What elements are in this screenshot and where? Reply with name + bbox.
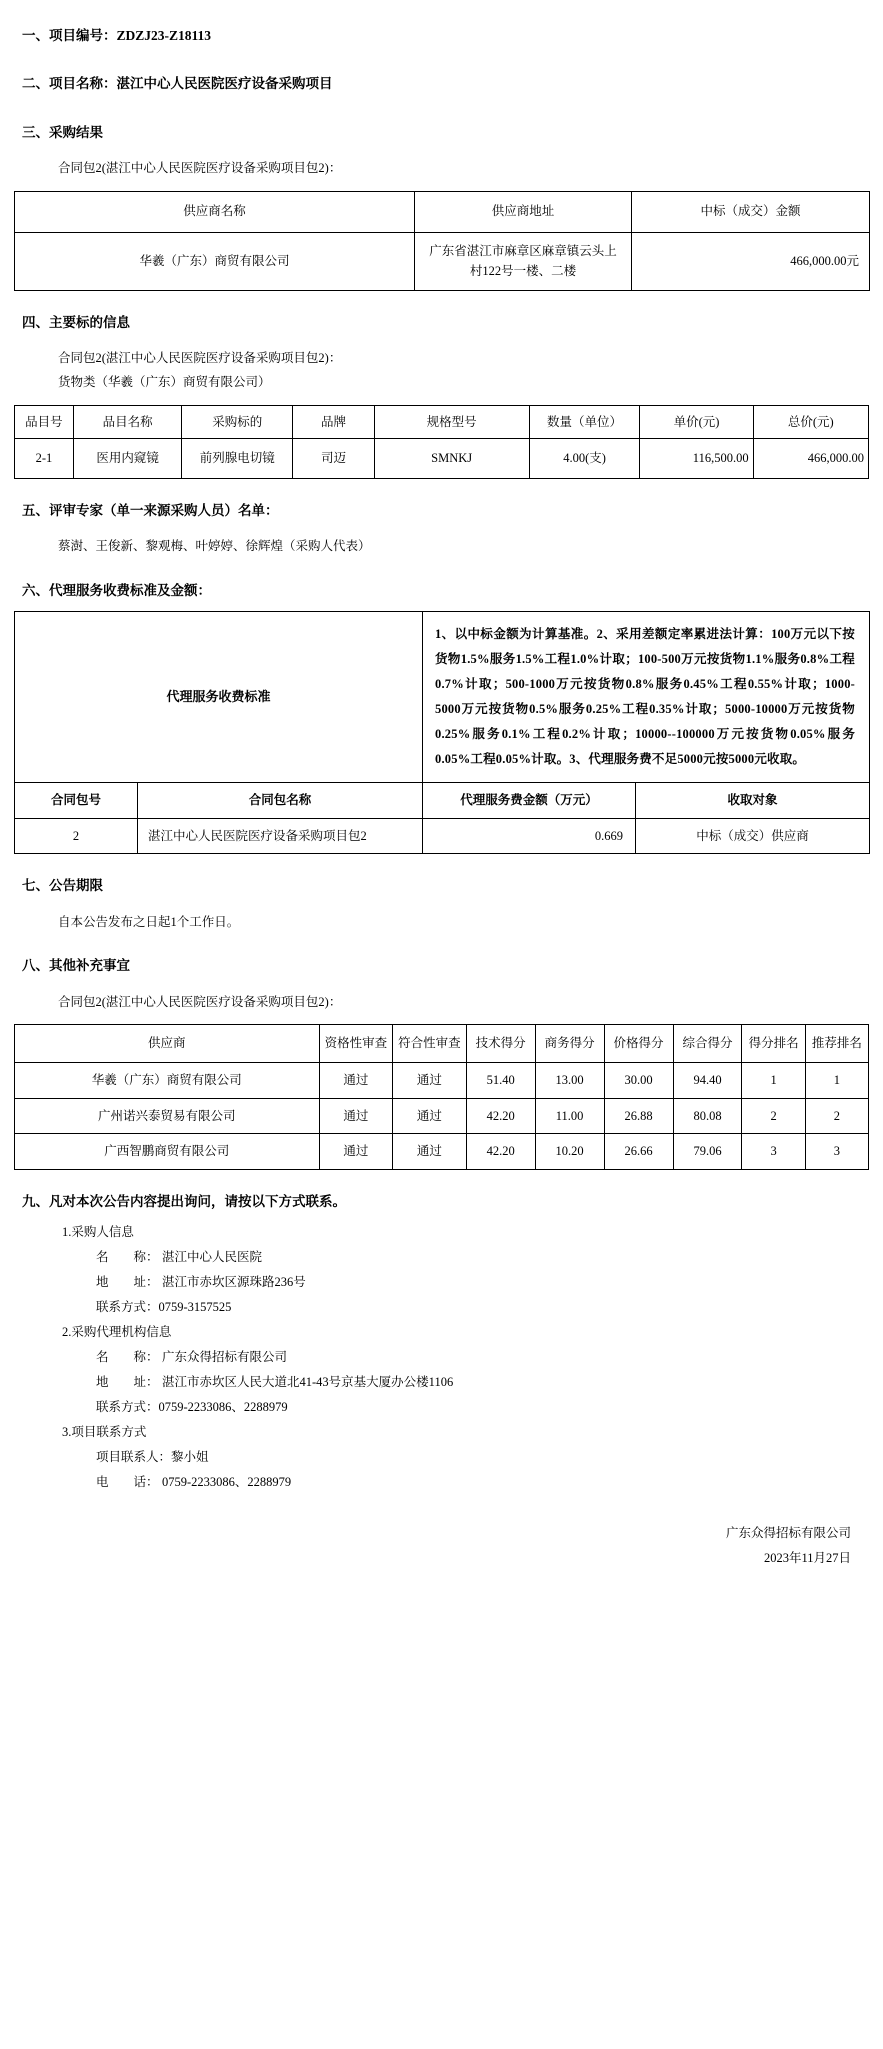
cell-score-rank: 3 (742, 1134, 805, 1170)
fee-standard-row (15, 612, 870, 783)
col-recommend-rank: 推荐排名 (805, 1025, 868, 1063)
agency-address-label: 地 址： (96, 1375, 159, 1389)
col-price-score: 价格得分 (604, 1025, 673, 1063)
project-title: 3.项目联系方式 (62, 1425, 147, 1439)
cell-model: SMNKJ (374, 439, 529, 479)
cell-fee-amount: 0.669 (423, 818, 636, 854)
agency-name-value: 广东众得招标有限公司 (162, 1350, 288, 1364)
cell-package-name: 湛江中心人民医院医疗设备采购项目包2 (138, 818, 423, 854)
cell-compliance: 通过 (393, 1062, 467, 1098)
col-technical-score: 技术得分 (466, 1025, 535, 1063)
result-package-line: 合同包2(湛江中心人民医院医疗设备采购项目包2)： (58, 160, 342, 175)
col-award-amount: 中标（成交）金额 (632, 191, 870, 232)
project-tel-label: 电 话： (96, 1475, 159, 1489)
col-unit-price: 单价(元) (640, 405, 753, 439)
col-item-no: 品目号 (15, 405, 74, 439)
section-main-items: 四、主要标的信息 (22, 314, 130, 330)
table-row (15, 1062, 869, 1098)
agency-tel-value: 0759-2233086、2288979 (158, 1400, 288, 1414)
agency-name-label: 名 称： (96, 1350, 159, 1364)
cell-score-rank: 2 (742, 1098, 805, 1134)
project-tel-row (96, 1470, 869, 1495)
cell-recommend-rank: 2 (805, 1098, 868, 1134)
col-supplier-name: 供应商名称 (15, 191, 415, 232)
purchaser-name-row (96, 1245, 869, 1270)
document-footer (14, 1521, 851, 1571)
cell-package-no: 2 (15, 818, 138, 854)
cell-business-score: 11.00 (535, 1098, 604, 1134)
agency-address-row (96, 1370, 869, 1395)
cell-technical-score: 51.40 (466, 1062, 535, 1098)
contact-block (62, 1220, 869, 1495)
col-score-rank: 得分排名 (742, 1025, 805, 1063)
cell-brand: 司迈 (293, 439, 374, 479)
col-item-name: 品目名称 (73, 405, 182, 439)
col-supplier-address: 供应商地址 (415, 191, 632, 232)
table-row (15, 818, 870, 854)
items-category-line: 货物类（华羲（广东）商贸有限公司） (58, 374, 271, 389)
cell-qualification: 通过 (319, 1134, 393, 1170)
col-qualification-review: 资格性审查 (319, 1025, 393, 1063)
purchaser-address-row (96, 1270, 869, 1295)
col-quantity: 数量（单位） (529, 405, 640, 439)
cell-compliance: 通过 (393, 1098, 467, 1134)
agency-tel-label: 联系方式： (96, 1400, 159, 1414)
table-header-row (15, 1025, 869, 1063)
result-table (14, 191, 870, 291)
footer-date: 2023年11月27日 (763, 1551, 851, 1565)
col-package-name: 合同包名称 (138, 783, 423, 819)
cell-recommend-rank: 3 (805, 1134, 868, 1170)
col-total-score: 综合得分 (673, 1025, 742, 1063)
project-person-label: 项目联系人： (96, 1450, 172, 1464)
purchaser-name-value: 湛江中心人民医院 (162, 1250, 263, 1264)
cell-price-score: 30.00 (604, 1062, 673, 1098)
footer-organization: 广东众得招标有限公司 (725, 1526, 851, 1540)
cell-award-amount: 466,000.00元 (632, 232, 870, 290)
cell-total-score: 79.06 (673, 1134, 742, 1170)
cell-total-price: 466,000.00 (753, 439, 868, 479)
table-row (15, 439, 869, 479)
agency-tel-row (96, 1395, 869, 1420)
purchaser-title: 1.采购人信息 (62, 1225, 134, 1239)
purchaser-tel-value: 0759-3157525 (158, 1300, 232, 1314)
cell-supplier-name: 华羲（广东）商贸有限公司 (15, 232, 415, 290)
cell-item-no: 2-1 (15, 439, 74, 479)
cell-qualification: 通过 (319, 1098, 393, 1134)
agency-address-value: 湛江市赤坎区人民大道北41-43号京基大厦办公楼1106 (162, 1375, 454, 1389)
main-items-table (14, 405, 869, 479)
section-project-number: 一、项目编号：ZDZJ23-Z18113 (22, 28, 212, 43)
cell-total-score: 80.08 (673, 1098, 742, 1134)
table-header-row (15, 783, 870, 819)
section-supplement: 八、其他补充事宜 (22, 958, 130, 974)
section-review-experts: 五、评审专家（单一来源采购人员）名单： (22, 502, 279, 518)
evaluation-score-table (14, 1024, 869, 1170)
cell-price-score: 26.66 (604, 1134, 673, 1170)
col-fee-payer: 收取对象 (636, 783, 870, 819)
expert-names: 蔡澍、王俊新、黎观梅、叶婷婷、徐辉煌（采购人代表） (58, 539, 371, 553)
cell-score-rank: 1 (742, 1062, 805, 1098)
purchaser-tel-row (96, 1295, 869, 1320)
agency-fee-table (14, 611, 870, 854)
col-fee-amount: 代理服务费金额（万元） (423, 783, 636, 819)
cell-total-score: 94.40 (673, 1062, 742, 1098)
col-supplier: 供应商 (15, 1025, 320, 1063)
cell-subject: 前列腺电切镜 (182, 439, 293, 479)
cell-fee-payer: 中标（成交）供应商 (636, 818, 870, 854)
section-notice-period: 七、公告期限 (22, 878, 103, 894)
section-procurement-result: 三、采购结果 (22, 124, 103, 140)
project-person-value: 黎小姐 (171, 1450, 209, 1464)
cell-supplier: 广西智鹏商贸有限公司 (15, 1134, 320, 1170)
table-row (15, 1134, 869, 1170)
items-package-line: 合同包2(湛江中心人民医院医疗设备采购项目包2)： (58, 351, 342, 365)
cell-business-score: 13.00 (535, 1062, 604, 1098)
purchaser-name-label: 名 称： (96, 1250, 159, 1264)
cell-supplier-address: 广东省湛江市麻章区麻章镇云头上村122号一楼、二楼 (415, 232, 632, 290)
col-brand: 品牌 (293, 405, 374, 439)
purchaser-tel-label: 联系方式： (96, 1300, 159, 1314)
col-package-no: 合同包号 (15, 783, 138, 819)
col-total-price: 总价(元) (753, 405, 868, 439)
cell-price-score: 26.88 (604, 1098, 673, 1134)
section-project-name: 二、项目名称：湛江中心人民医院医疗设备采购项目 (22, 76, 333, 92)
supplement-package-line: 合同包2(湛江中心人民医院医疗设备采购项目包2)： (58, 994, 342, 1009)
cell-supplier: 华羲（广东）商贸有限公司 (15, 1062, 320, 1098)
purchaser-address-label: 地 址： (96, 1275, 159, 1289)
fee-standard-text: 1、以中标金额为计算基准。2、采用差额定率累进法计算：100万元以下按货物1.5%服务1.5%工程1.0%计取；100-500万元按货物1.1%服务0.8%工程0.7%计取；500-1000万元按货物0.8%服务0.45%工程0.55%计取；1000-5000万元按货物0.5%服务0.25%工程0.35%计取；5000-10000万元按货物0.25%服务0.1%工程0.2%计取；10000--100000万元按货物0.05%服务0.05%工程0.05%计取。3、代理服务费不足5000元按5000元收取。 (423, 612, 870, 783)
agency-name-row (96, 1345, 869, 1370)
col-compliance-review: 符合性审查 (393, 1025, 467, 1063)
section-agency-fee: 六、代理服务收费标准及金额： (22, 582, 211, 598)
cell-technical-score: 42.20 (466, 1134, 535, 1170)
cell-qualification: 通过 (319, 1062, 393, 1098)
cell-business-score: 10.20 (535, 1134, 604, 1170)
cell-unit-price: 116,500.00 (640, 439, 753, 479)
table-row (15, 1098, 869, 1134)
cell-supplier: 广州诺兴泰贸易有限公司 (15, 1098, 320, 1134)
cell-compliance: 通过 (393, 1134, 467, 1170)
table-row (15, 232, 870, 290)
notice-period-text: 自本公告发布之日起1个工作日。 (58, 914, 240, 929)
cell-recommend-rank: 1 (805, 1062, 868, 1098)
col-subject: 采购标的 (182, 405, 293, 439)
col-model: 规格型号 (374, 405, 529, 439)
project-person-row (96, 1445, 869, 1470)
purchaser-address-value: 湛江市赤坎区源珠路236号 (162, 1275, 306, 1289)
cell-item-name: 医用内窥镜 (73, 439, 182, 479)
table-header-row (15, 405, 869, 439)
cell-technical-score: 42.20 (466, 1098, 535, 1134)
agency-title: 2.采购代理机构信息 (62, 1325, 172, 1339)
section-contact: 九、凡对本次公告内容提出询问，请按以下方式联系。 (22, 1193, 346, 1209)
table-header-row (15, 191, 870, 232)
fee-standard-label: 代理服务收费标准 (15, 612, 423, 783)
project-tel-value: 0759-2233086、2288979 (162, 1475, 292, 1489)
cell-quantity: 4.00(支) (529, 439, 640, 479)
col-business-score: 商务得分 (535, 1025, 604, 1063)
